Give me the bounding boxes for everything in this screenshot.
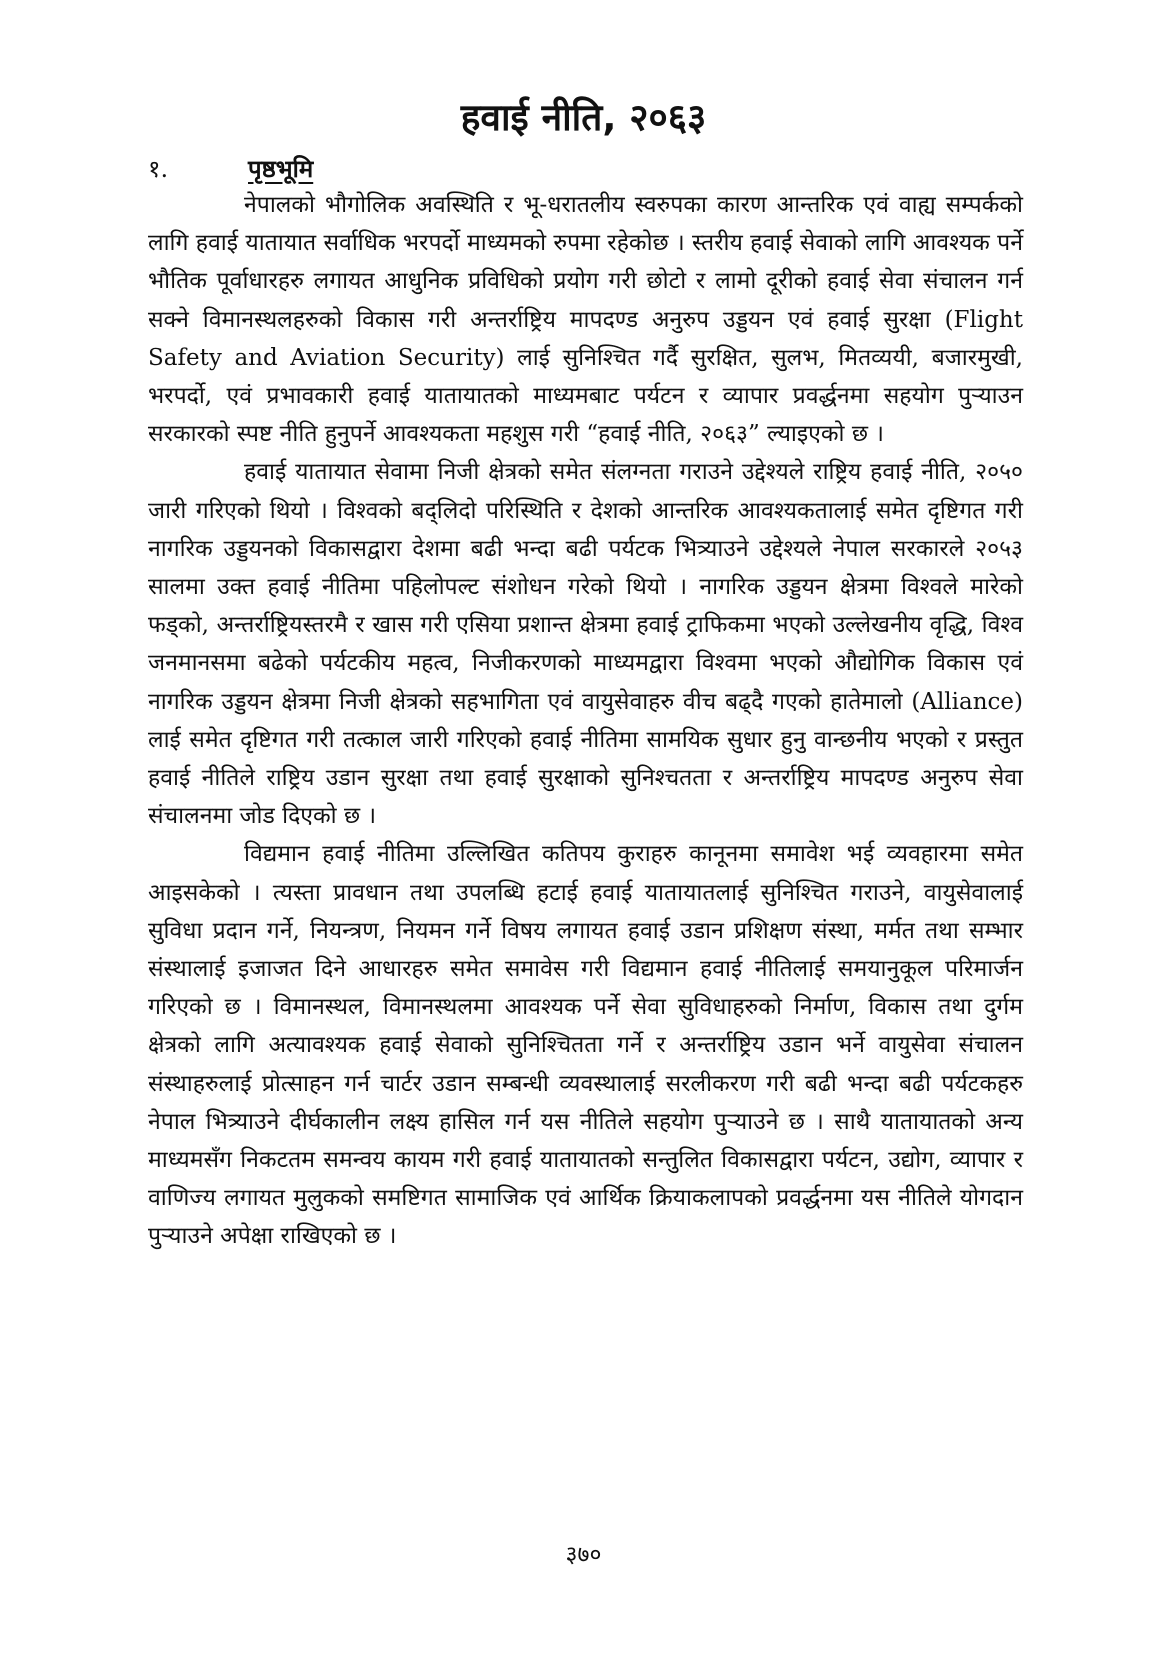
section-number: १.	[148, 155, 169, 183]
paragraph-history: हवाई यातायात सेवामा निजी क्षेत्रको समेत संलग्नता गराउने उद्देश्यले राष्ट्रिय हवाई नीति, २०५० जारी गरिएको थियो । विश्वको बद्लिदो परिस्थिति र देशको आन्तरिक आवश्यकतालाई समेत दृष्टिगत गरी नागरिक उड्डयनको विकासद्वारा देशमा बढी भन्दा बढी पर्यटक भित्र्याउने उद्देश्यले नेपाल सरकारले २०५३ सालमा उक्त हवाई नीतिमा पहिलोपल्ट संशोधन गरेको थियो । नागरिक उड्डयन क्षेत्रमा विश्वले मारेको फड्को, अन्तर्राष्ट्रियस्तरमै र खास गरी एसिया प्रशान्त क्षेत्रमा हवाई ट्राफिकमा भएको उल्लेखनीय वृद्धि, विश्व जनमानसमा बढेको पर्यटकीय महत्व, निजीकरणको माध्यमद्वारा विश्वमा भएको औद्योगिक विकास एवं नागरिक उड्डयन क्षेत्रमा निजी क्षेत्रको सहभागिता एवं वायुसेवाहरु वीच बढ्दै गएको हातेमालो (Alliance) लाई समेत दृष्टिगत गरी तत्काल जारी गरिएको हवाई नीतिमा सामयिक सुधार हुनु वान्छनीय भएको र प्रस्तुत हवाई नीतिले राष्ट्रिय उडान सुरक्षा तथा हवाई सुरक्षाको सुनिश्चतता र अन्तर्राष्ट्रिय मापदण्ड अनुरुप सेवा संचालनमा जोड दिएको छ ।	[148, 459, 1023, 830]
body-text	[148, 186, 1023, 1256]
paragraph-background: नेपालको भौगोलिक अवस्थिति र भू-धरातलीय स्वरुपका कारण आन्तरिक एवं वाह्य सम्पर्कको लागि हवाई यातायात सर्वाधिक भरपर्दो माध्यमको रुपमा रहेकोछ । स्तरीय हवाई सेवाको लागि आवश्यक पर्ने भौतिक पूर्वाधारहरु लगायत आधुनिक प्रविधिको प्रयोग गरी छोटो र लामो दूरीको हवाई सेवा संचालन गर्न सक्ने विमानस्थलहरुको विकास गरी अन्तर्राष्ट्रिय मापदण्ड अनुरुप उड्डयन एवं हवाई सुरक्षा (Flight Safety and Aviation Security) लाई सुनिश्चित गर्दै सुरक्षित, सुलभ, मितव्ययी, बजारमुखी, भरपर्दो, एवं प्रभावकारी हवाई यातायातको माध्यमबाट पर्यटन र व्यापार प्रवर्द्धनमा सहयोग पुऱ्याउन सरकारको स्पष्ट नीति हुनुपर्ने आवश्यकता महशुस गरी “हवाई नीति, २०६३” ल्याइएको छ ।	[148, 192, 1023, 448]
section-header	[148, 150, 313, 188]
document-title: हवाई नीति, २०६३	[460, 96, 707, 139]
section-heading: पृष्ठभूमि	[248, 154, 314, 183]
paragraph-revision: विद्यमान हवाई नीतिमा उल्लिखित कतिपय कुराहरु कानूनमा समावेश भई व्यवहारमा समेत आइसकेको । त्यस्ता प्रावधान तथा उपलब्धि हटाई हवाई यातायातलाई सुनिश्चित गराउने, वायुसेवालाई सुविधा प्रदान गर्ने, नियन्त्रण, नियमन गर्ने विषय लगायत हवाई उडान प्रशिक्षण संस्था, मर्मत तथा सम्भार संस्थालाई इजाजत दिने आधारहरु समेत समावेस गरी विद्यमान हवाई नीतिलाई समयानुकूल परिमार्जन गरिएको छ । विमानस्थल, विमानस्थलमा आवश्यक पर्ने सेवा सुविधाहरुको निर्माण, विकास तथा दुर्गम क्षेत्रको लागि अत्यावश्यक हवाई सेवाको सुनिश्चितता गर्ने र अन्तर्राष्ट्रिय उडान भर्ने वायुसेवा संचालन संस्थाहरुलाई प्रोत्साहन गर्न चार्टर उडान सम्बन्धी व्यवस्थालाई सरलीकरण गरी बढी भन्दा बढी पर्यटकहरु नेपाल भित्र्याउने दीर्घकालीन लक्ष्य हासिल गर्न यस नीतिले सहयोग पुऱ्याउने छ । साथै यातायातको अन्य माध्यमसँग निकटतम समन्वय कायम गरी हवाई यातायातको सन्तुलित विकासद्वारा पर्यटन, उद्योग, व्यापार र वाणिज्य लगायत मुलुकको समष्टिगत सामाजिक एवं आर्थिक क्रियाकलापको प्रवर्द्धनमा यस नीतिले योगदान पुऱ्याउने अपेक्षा राखिएको छ ।	[148, 841, 1023, 1250]
page-number: ३७०	[565, 1542, 602, 1568]
